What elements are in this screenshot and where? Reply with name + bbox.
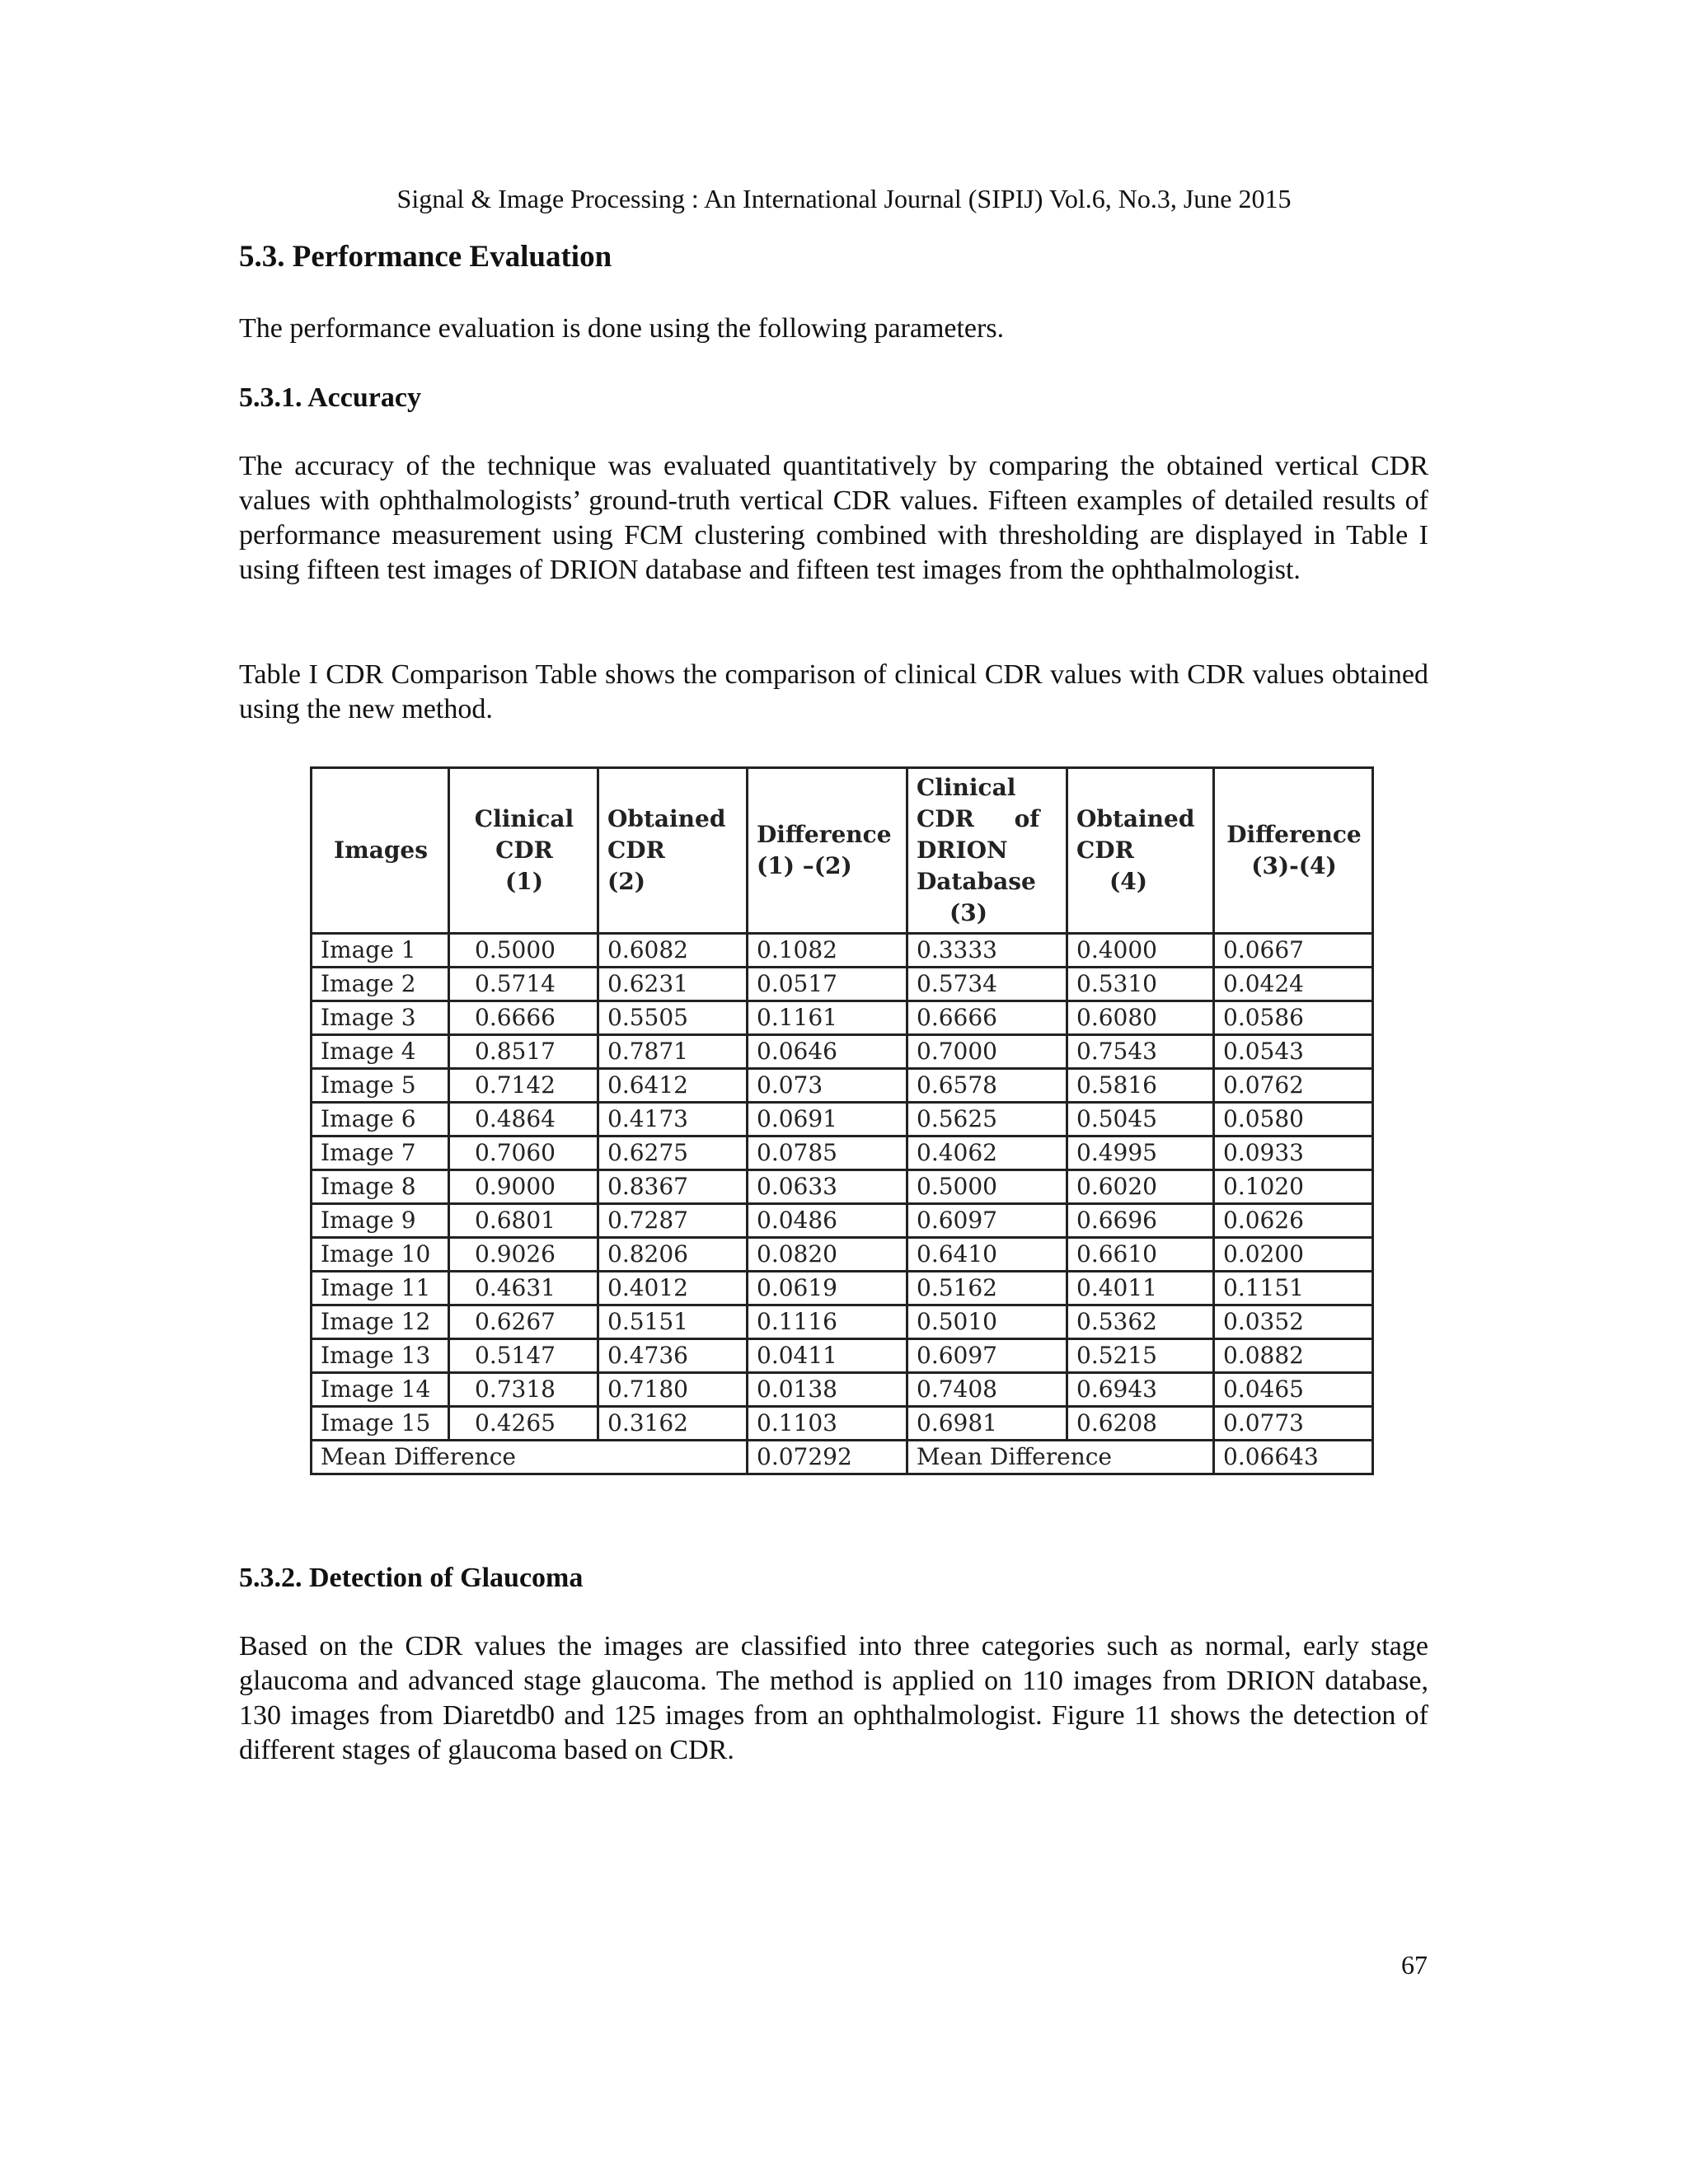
table-cell: 0.0820 <box>748 1238 907 1272</box>
table-cell: 0.0667 <box>1214 934 1373 968</box>
table-cell: 0.6801 <box>449 1204 598 1238</box>
table-cell: 0.0586 <box>1214 1001 1373 1035</box>
table-cell: 0.5310 <box>1067 968 1214 1001</box>
glaucoma-title: 5.3.2. Detection of Glaucoma <box>239 1563 584 1593</box>
table-cell: 0.5215 <box>1067 1339 1214 1373</box>
table-cell: 0.5000 <box>449 934 598 968</box>
table-row <box>312 1407 1373 1441</box>
table-cell: 0.5151 <box>598 1305 748 1339</box>
header-obtained-cdr-2: Obtained CDR (4) <box>1067 768 1214 934</box>
table-cell: 0.7000 <box>907 1035 1067 1069</box>
table-cell: Image 7 <box>312 1137 449 1170</box>
table-cell: 0.4011 <box>1067 1272 1214 1305</box>
page-number: 67 <box>1401 1950 1428 1980</box>
table-cell: 0.4173 <box>598 1103 748 1137</box>
table-cell: 0.4995 <box>1067 1137 1214 1170</box>
table-cell: 0.0626 <box>1214 1204 1373 1238</box>
table-cell: 0.5162 <box>907 1272 1067 1305</box>
table-cell: Image 6 <box>312 1103 449 1137</box>
header-clinical-cdr: Clinical CDR (1) <box>449 768 598 934</box>
table-cell: 0.4265 <box>449 1407 598 1441</box>
table-cell: 0.1151 <box>1214 1272 1373 1305</box>
running-header: Signal & Image Processing : An International Journal (SIPIJ) Vol.6, No.3, June 2015 <box>396 184 1292 213</box>
header-images: Images <box>312 768 449 934</box>
table-cell: 0.4736 <box>598 1339 748 1373</box>
table-cell: 0.5714 <box>449 968 598 1001</box>
table-body <box>312 934 1373 1441</box>
table-row <box>312 1103 1373 1137</box>
table-row <box>312 1001 1373 1035</box>
table-cell: Image 10 <box>312 1238 449 1272</box>
table-cell: 0.6412 <box>598 1069 748 1103</box>
accuracy-paragraph-1: The accuracy of the technique was evaluated quantitatively by comparing the obtained vertical CDR values with ophthalmologists’ ground-truth vertical CDR values. Fifteen examples of detailed results of performance measurement using FCM clustering combined with thresholding are displayed in Table I using fifteen test images of DRION database and fifteen test images from the ophthalmologist. <box>239 451 1428 585</box>
table-cell: 0.7180 <box>598 1373 748 1407</box>
section-intro: The performance evaluation is done using the following parameters. <box>239 313 1005 344</box>
table-cell: 0.0465 <box>1214 1373 1373 1407</box>
table-cell: 0.8517 <box>449 1035 598 1069</box>
table-cell: 0.073 <box>748 1069 907 1103</box>
table-cell: 0.4864 <box>449 1103 598 1137</box>
table-row <box>312 1204 1373 1238</box>
table-cell: 0.7142 <box>449 1069 598 1103</box>
table-cell: 0.6097 <box>907 1204 1067 1238</box>
table-row <box>312 1069 1373 1103</box>
table-row <box>312 1170 1373 1204</box>
table-cell: 0.5000 <box>907 1170 1067 1204</box>
table-cell: 0.0424 <box>1214 968 1373 1001</box>
table-cell: 0.5010 <box>907 1305 1067 1339</box>
table-cell: 0.0762 <box>1214 1069 1373 1103</box>
table-cell: 0.6020 <box>1067 1170 1214 1204</box>
table-cell: 0.7060 <box>449 1137 598 1170</box>
cdr-comparison-table <box>310 766 1374 1475</box>
table-cell: 0.9000 <box>449 1170 598 1204</box>
table-cell: 0.0633 <box>748 1170 907 1204</box>
table-cell: 0.6696 <box>1067 1204 1214 1238</box>
table-cell: Image 2 <box>312 968 449 1001</box>
table-cell: 0.6981 <box>907 1407 1067 1441</box>
mean-difference-value-2: 0.06643 <box>1214 1441 1373 1474</box>
table-cell: 0.6666 <box>907 1001 1067 1035</box>
table-cell: 0.1103 <box>748 1407 907 1441</box>
table-cell: 0.0486 <box>748 1204 907 1238</box>
table-cell: 0.0882 <box>1214 1339 1373 1373</box>
table-cell: 0.6610 <box>1067 1238 1214 1272</box>
table-cell: 0.6275 <box>598 1137 748 1170</box>
accuracy-title: 5.3.1. Accuracy <box>239 382 421 413</box>
table-cell: 0.5362 <box>1067 1305 1214 1339</box>
table-cell: Image 13 <box>312 1339 449 1373</box>
table-cell: 0.5045 <box>1067 1103 1214 1137</box>
table-cell: Image 5 <box>312 1069 449 1103</box>
table-cell: 0.0200 <box>1214 1238 1373 1272</box>
table-cell: 0.6231 <box>598 968 748 1001</box>
table-cell: 0.0411 <box>748 1339 907 1373</box>
table-row <box>312 1035 1373 1069</box>
table-cell: 0.7318 <box>449 1373 598 1407</box>
table-row <box>312 968 1373 1001</box>
table-cell: 0.6666 <box>449 1001 598 1035</box>
table-cell: 0.0352 <box>1214 1305 1373 1339</box>
table-cell: 0.6082 <box>598 934 748 968</box>
table-cell: 0.6097 <box>907 1339 1067 1373</box>
table-cell: 0.4631 <box>449 1272 598 1305</box>
header-obtained-cdr: Obtained CDR (2) <box>598 768 748 934</box>
table-cell: 0.7871 <box>598 1035 748 1069</box>
table-cell: 0.6578 <box>907 1069 1067 1103</box>
table-cell: Image 11 <box>312 1272 449 1305</box>
section-title: 5.3. Performance Evaluation <box>239 240 612 274</box>
table-cell: 0.0543 <box>1214 1035 1373 1069</box>
glaucoma-paragraph: Based on the CDR values the images are classified into three categories such as normal, early stage glaucoma and advanced stage glaucoma. The method is applied on 110 images from DRION database, 130 images from Diaretdb0 and 125 images from an ophthalmologist. Figure 11 shows the detection of different stages of glaucoma based on CDR. <box>239 1631 1428 1765</box>
table-cell: 0.4000 <box>1067 934 1214 968</box>
table-cell: 0.3333 <box>907 934 1067 968</box>
table-cell: 0.3162 <box>598 1407 748 1441</box>
table-cell: 0.8367 <box>598 1170 748 1204</box>
table-cell: 0.1082 <box>748 934 907 968</box>
table-cell: 0.0138 <box>748 1373 907 1407</box>
table-cell: 0.6410 <box>907 1238 1067 1272</box>
table-cell: 0.6943 <box>1067 1373 1214 1407</box>
table-cell: 0.0933 <box>1214 1137 1373 1170</box>
table-cell: Image 4 <box>312 1035 449 1069</box>
table-row <box>312 1305 1373 1339</box>
table-row <box>312 1137 1373 1170</box>
table-cell: 0.8206 <box>598 1238 748 1272</box>
table-cell: 0.0646 <box>748 1035 907 1069</box>
table-row <box>312 1339 1373 1373</box>
table-cell: 0.5505 <box>598 1001 748 1035</box>
table-cell: 0.7408 <box>907 1373 1067 1407</box>
table-cell: 0.4062 <box>907 1137 1067 1170</box>
table-cell: Image 1 <box>312 934 449 968</box>
table-cell: 0.0619 <box>748 1272 907 1305</box>
table-cell: Image 9 <box>312 1204 449 1238</box>
header-difference: Difference (1) –(2) <box>748 768 907 934</box>
mean-difference-value-1: 0.07292 <box>748 1441 907 1474</box>
table-cell: Image 14 <box>312 1373 449 1407</box>
table-cell: 0.0691 <box>748 1103 907 1137</box>
table-row <box>312 1272 1373 1305</box>
table-header-row <box>312 768 1373 934</box>
table-cell: 0.5734 <box>907 968 1067 1001</box>
table-cell: 0.7287 <box>598 1204 748 1238</box>
accuracy-paragraph-2: Table I CDR Comparison Table shows the comparison of clinical CDR values with CDR values obtained using the new method. <box>239 659 1428 724</box>
cdr-comparison-table-container <box>310 766 1374 1475</box>
header-difference-2: Difference (3)-(4) <box>1214 768 1373 934</box>
table-cell: Image 15 <box>312 1407 449 1441</box>
mean-difference-label-1: Mean Difference <box>312 1441 748 1474</box>
table-row <box>312 934 1373 968</box>
table-cell: Image 12 <box>312 1305 449 1339</box>
table-cell: Image 8 <box>312 1170 449 1204</box>
table-footer-row <box>312 1441 1373 1474</box>
table-cell: 0.1161 <box>748 1001 907 1035</box>
table-cell: 0.6267 <box>449 1305 598 1339</box>
table-cell: Image 3 <box>312 1001 449 1035</box>
table-cell: 0.5816 <box>1067 1069 1214 1103</box>
table-row <box>312 1238 1373 1272</box>
table-cell: 0.7543 <box>1067 1035 1214 1069</box>
table-cell: 0.1020 <box>1214 1170 1373 1204</box>
table-cell: 0.0580 <box>1214 1103 1373 1137</box>
table-cell: 0.5625 <box>907 1103 1067 1137</box>
table-cell: 0.4012 <box>598 1272 748 1305</box>
header-clinical-drion: Clinical CDR of DRION Database (3) <box>907 768 1067 934</box>
table-cell: 0.9026 <box>449 1238 598 1272</box>
mean-difference-label-2: Mean Difference <box>907 1441 1214 1474</box>
table-cell: 0.6080 <box>1067 1001 1214 1035</box>
table-cell: 0.0785 <box>748 1137 907 1170</box>
table-cell: 0.0773 <box>1214 1407 1373 1441</box>
table-cell: 0.5147 <box>449 1339 598 1373</box>
table-cell: 0.1116 <box>748 1305 907 1339</box>
table-cell: 0.0517 <box>748 968 907 1001</box>
table-cell: 0.6208 <box>1067 1407 1214 1441</box>
table-row <box>312 1373 1373 1407</box>
